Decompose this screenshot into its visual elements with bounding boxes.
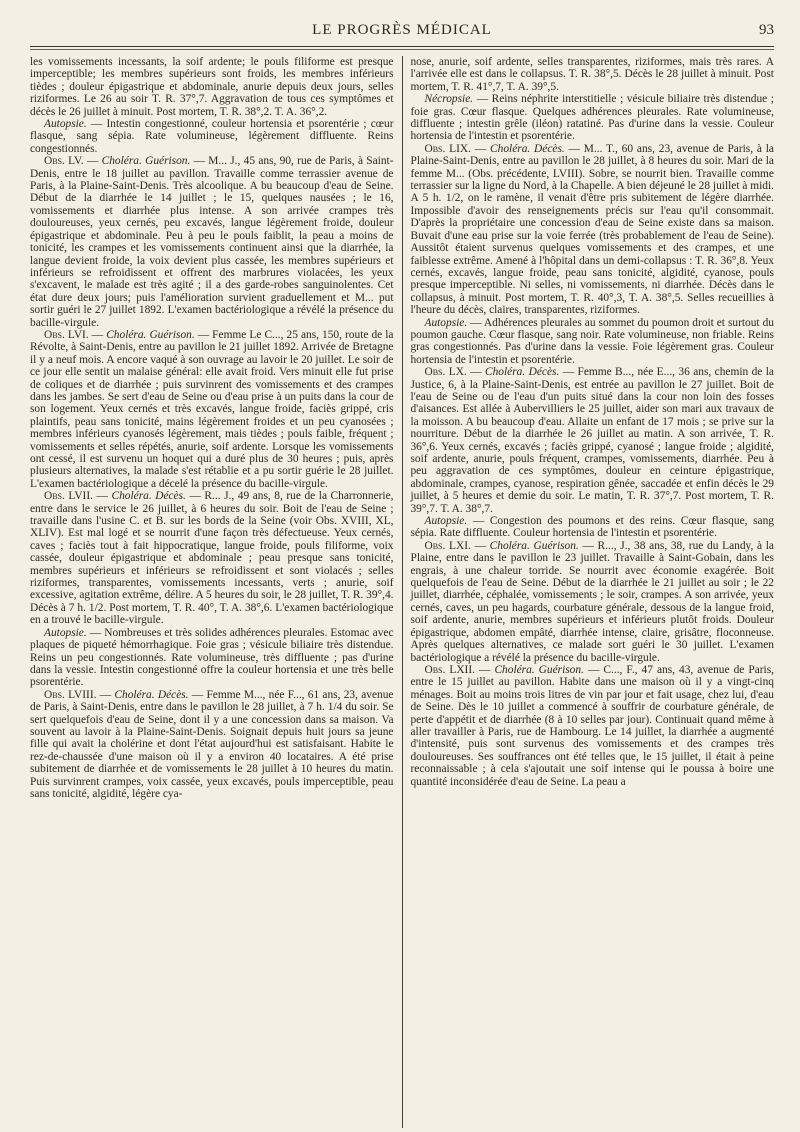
observation-text: — R..., J., 38 ans, 38, rue du Landy, à la Plaine, entre dans le pavillon le 23 juillet. Travaille à Saint-Gobain, dans les engrais, à une chaleur torride. Se nourrit avec économie exagérée. Boit quelquefois de l'eau de Seine. Début de la diarrhée le 21 juillet au soir ; le 22 juillet, diarrhée, céphalée, vomissements ; le soir, crampes. A son arrivée, yeux cernés, caves, un peu hagards, courbature générale, dessous de la langue froid, soif ardente, anurie, membres supérieurs et inférieurs plutôt froids. Douleur épigastrique, abdomen empâté, diarrhée intense, claire, grisâtre, floconneuse. Après quelques alternatives, ce malade sort guéri le 30 juillet. L'examen bactériologique a révélé la présence du bacille-virgule. (410, 539, 774, 664)
observation-text: — R... J., 49 ans, 8, rue de la Charronnerie, entre dans le service le 26 juillet, à 6 heures du soir. Boit de l'eau de Seine ; travaille dans l'usine C. et B. sur les bords de la Seine (voir Obs. XVIII, XL, XLIV). Est mal logé et se nourrit d'une façon très défectueuse. Yeux cernés, caves ; faciès tout à fait hippocratique, langue froide, pouls filiforme, voix cassée, douleur épigastrique et abdominale ; peau presque sans tonicité, membres supérieurs et inférieurs se refroidissent et sont violacés ; selles riziformes, transparentes, vomissements incessants, verts ; anurie, soif excessive, agitation extrême, délire. A 5 heures du soir, le 28 juillet, T. R. 39°,4. Décès à 7 h. 1/2. Post mortem, T. R. 40°, T. A. 38°,6. L'examen bactériologique en a trouvé le bacille-virgule. (30, 490, 394, 627)
observation-text: — C..., F., 47 ans, 43, avenue de Paris, entre le 15 juillet au pavillon. Habite dans une maison où il y a vingt-cinq ménages. Boit au moins trois litres de vin par jour et fait usage, chez lui, d'eau de Seine. Dès le 10 juillet a commencé à souffrir de courbature générale, de perte d'appétit et de diarrhée (8 à 10 selles par jour). Continuait quand même à aller travailler à Paris, rue de Hambourg. Le 14 juillet, la diarrhée a augmenté d'intensité, puis sont survenus des vomissements et des crampes très douloureuses. Ses souffrances ont été telles que, le 15 juillet, il était à peine reconnaissable ; à cela s'ajoutait une soif intense qui le poussa à boire une quantité inconsidérée d'eau de Seine. La peau a (410, 663, 774, 788)
paragraph-text: nose, anurie, soif ardente, selles transparentes, riziformes, mais très rares. A l'arrivée elle est dans le collapsus. T. R. 38°,5. Décès le 28 juillet à minuit. Post mortem, T. R. 41°,7, T. A. 39°,5. (410, 56, 774, 93)
observation-diagnosis: Choléra. Guérison. (106, 328, 195, 341)
observation-text: — Femme M..., née F..., 61 ans, 23, avenue de Paris, à Saint-Denis, entre dans le pavillon le 28 juillet, à 7 h. 1/4 du soir. Se sert quelquefois d'eau de Seine, dont il y a une concession dans sa maison. Va souvent au lavoir à la Plaine-Saint-Denis. Soignait depuis huit jours sa jeune fille qui avait la cholérine et dont l'état aujourd'hui est satisfaisant. Habite le rez-de-chaussée d'une maison où il y a environ 40 locataires. A été prise subitement de diarrhée et de vomissements le 28 juillet à 10 heures du matin. Puis survinrent crampes, voix cassée, yeux excavés, pouls imperceptible, peau sans tonicité, algidité, légère cya- (30, 688, 394, 800)
column-divider (402, 56, 403, 1128)
observation-text: — Femme B..., née E..., 36 ans, chemin de la Justice, 6, à la Plaine-Saint-Denis, est entrée au pavillon le 27 juillet. Boit de l'eau de Seine ou de l'eau d'un puits situé dans la cour non loin des fosses d'aisances. Est allée à Aubervilliers le 25 juillet, aider son mari aux travaux de la moisson. A bu beaucoup d'eau. Allaite un enfant de 17 mois ; se prive sur la nourriture. Début de la diarrhée le 26 juillet au matin. A son arrivée, T. R. 36°,6. Yeux cernés, excavés ; faciès grippé, cyanosé ; langue froide ; algidité, soif ardente, anurie, pouls fréquent, crampes, vomissements, diarrhée. Peu à peu aggravation de ces symptômes, douleur en ceinture épigastrique, abdominale, crampes, cyanose, respiration gênée, saccadée et enfin décès le 29 juillet, à 5 heures et demie du soir. Le matin, T. R. 37°,7. Post mortem, T. R. 39°,7. T. A. 38°,7. (410, 366, 774, 515)
section-label: Autopsie. (424, 515, 468, 528)
section-text: — Nombreuses et très solides adhérences pleurales. Estomac avec plaques de piqueté hémorrhagique. Foie gras ; vésicule biliaire très distendue. Reins un peu congestionnés. Rate volumineuse, très diffluente ; pas d'urine dans la vessie. Intestin congestionné offre la couleur hortensia et une très belle psorentérie. (30, 626, 394, 689)
observation-text: — M... J., 45 ans, 90, rue de Paris, à Saint-Denis, entre le 18 juillet au pavillon. Travaille comme terrassier avenue de Paris, à la Plaine-Saint-Denis. Très alcoolique. A bu beaucoup d'eau de Seine. Début de la diarrhée le 14 juillet ; le 15, quelques nausées ; le 16, vomissements et diarrhée plus intense. A son arrivée crampes très douloureuses, yeux cernés, peu excavés, langue légèrement froide, douleur épigastrique et abdominale. Peu à peu le pouls faiblit, la peau a moins de tonicité, les crampes et les vomissements continuent ainsi que la diarrhée, la langue devient froide, la voix devient plus cassée, les membres supérieurs et inférieurs se refroidissent et offrent des marbrures violacées, les yeux s'excavent, le malade est très agité ; il a des garde-robes sanguinolentes. Cet état dure deux jours; puis l'amélioration survient graduellement et M... put sortir guéri le 27 juillet 1892. L'examen bactériologique a révélé la présence du bacille-virgule. (30, 155, 394, 329)
observation-number: Obs. LIX. (424, 142, 471, 155)
left-paragraph: Obs. LVI. — Choléra. Guérison. — Femme Le C..., 25 ans, 150, route de la Révolte, à Saint-Denis, entre au pavillon le 21 juillet 1892. Arrivée de Bretagne il y a neuf mois. A encore vaqué à son ouvrage au lavoir le 20 juillet. Le soir de ce jour elle sentit un malaise général: elle avait froid. Vers minuit elle fut prise de coliques et de diarrhée ; puis survinrent des vomissements et des crampes dans les jambes. Se sert d'eau de Seine ou d'eau prise à un puits dans la cour de son logement. Yeux cernés et très excavés, langue froide, faciès grippé, cris plaintifs, peau sans tonicité, mains légèrement froides et un peu cyanosées ; membres inférieurs cyanosés légèrement, mais tièdes ; pouls faible, fréquent ; vomissements et selles répétés, anurie, soif ardente. Lorsque les vomissements ont cessé, il est survenu un hoquet qui a duré plus de 30 heures ; puis, après plusieurs alternatives, la malade s'est rétablie et a pu sortir guérie le 28 juillet. L'examen bactériologique a décelé la présence du bacille-virgule. (30, 328, 394, 490)
section-label: Autopsie. (44, 626, 87, 639)
left-paragraph: Obs. LVIII. — Choléra. Décès. — Femme M..., née F..., 61 ans, 23, avenue de Paris, à Saint-Denis, entre dans le pavillon le 28 juillet, à 7 h. 1/4 du soir. Se sert quelquefois d'eau de Seine, dont il y a une concession dans sa maison. Va souvent au lavoir à la Plaine-Saint-Denis. Soignait depuis huit jours sa jeune fille qui avait la cholérine et dont l'état aujourd'hui est satisfaisant. Habite le rez-de-chaussée d'une maison où il y a environ 40 locataires. A été prise subitement de diarrhée et de vomissements le 28 juillet à 10 heures du matin. Puis survinrent crampes, voix cassée, yeux excavés, pouls imperceptible, peau sans tonicité, algidité, légère cya- (30, 688, 394, 800)
observation-text: — M... T., 60 ans, 23, avenue de Paris, à la Plaine-Saint-Denis, entre au pavillon le 28 juillet, à 8 heures du soir. Mari de la femme M... (Obs. précédente, LVIII). Sobre, se nourrit bien. Travaille comme terrassier sur la ligne du Nord, à la Chapelle. A bien déjeuné le 28 juillet à midi. A 5 h. 1/2, on le ramène, il venait d'être pris subitement de légère diarrhée. Impossible d'avoir des renseignements précis sur l'eau qu'il consommait. D'après la propriétaire une concession d'eau de Seine existe dans sa maison. Buvait d'une eau prise sur la voie ferrée (très probablement de l'eau de Seine). Aussitôt étaient survenus quelques vomissements et des crampes, et une faiblesse extrême. Amené à l'hôpital dans un demi-collapsus : T. R. 36°,8. Yeux cernés, excavés, langue froide, peau sans tonicité, algidité, cyanose, pouls presque imperceptible. Ni selles, ni vomissements, ni diarrhée. Décès dans le collapsus, à minuit. Post mortem, T. R. 40°,3, T. A. 38°,5. Selles recueillies à l'heure du décès, claires, transparentes, riziformes. (410, 142, 774, 317)
journal-title: LE PROGRÈS MÉDICAL (312, 22, 492, 38)
text-columns (30, 56, 774, 1128)
right-paragraph: Obs. LXII. — Choléra. Guérison. — C..., F., 47 ans, 43, avenue de Paris, entre le 15 juillet au pavillon. Habite dans une maison où il y a vingt-cinq ménages. Boit au moins trois litres de vin par jour et fait usage, chez lui, d'eau de Seine. Dès le 10 juillet a commencé à souffrir de courbature générale, de perte d'appétit et de diarrhée (8 à 10 selles par jour). Continuait quand même à aller travailler à Paris, rue de Hambourg. Le 14 juillet, la diarrhée a augmenté d'intensité, puis sont survenus des vomissements et des crampes très douloureuses. Ses souffrances ont été telles que, le 15 juillet, il était à peine reconnaissable ; à cela s'ajoutait une soif intense qui le poussa à boire une quantité inconsidérée d'eau de Seine. La peau a (410, 663, 774, 788)
observation-diagnosis: Choléra. Guérison. (101, 155, 191, 168)
left-paragraph: Obs. LV. — Choléra. Guérison. — M... J., 45 ans, 90, rue de Paris, à Saint-Denis, entre le 18 juillet au pavillon. Travaille comme terrassier avenue de Paris, à la Plaine-Saint-Denis. Très alcoolique. A bu beaucoup d'eau de Seine. Début de la diarrhée le 14 juillet ; le 15, quelques nausées ; le 16, vomissements et diarrhée plus intense. A son arrivée crampes très douloureuses, yeux cernés, peu excavés, langue légèrement froide, douleur épigastrique et abdominale. Peu à peu le pouls faiblit, la peau a moins de tonicité, les crampes et les vomissements continuent ainsi que la diarrhée, la langue devient froide, la voix devient plus cassée, les membres supérieurs et inférieurs se refroidissent et offrent des marbrures violacées, les yeux s'excavent, le malade est très agité ; il a des garde-robes sanguinolentes. Cet état dure deux jours; puis l'amélioration survient graduellement et M... put sortir guéri le 27 juillet 1892. L'examen bactériologique a révélé la présence du bacille-virgule. (30, 155, 394, 329)
right-paragraph (410, 93, 774, 143)
left-paragraph (30, 118, 394, 155)
observation-diagnosis: Choléra. Décès. (490, 142, 565, 155)
right-paragraph: Obs. LIX. — Choléra. Décès. — M... T., 60 ans, 23, avenue de Paris, à la Plaine-Saint-Denis, entre au pavillon le 28 juillet, à 8 heures du soir. Mari de la femme M... (Obs. précédente, LVIII). Sobre, se nourrit bien. Travaille comme terrassier sur la ligne du Nord, à la Chapelle. A bien déjeuné le 28 juillet à midi. A 5 h. 1/2, on le ramène, il venait d'être pris subitement de légère diarrhée. Impossible d'avoir des renseignements précis sur l'eau qu'il consommait. D'après la propriétaire une concession d'eau de Seine existe dans sa maison. Buvait d'une eau prise sur la voie ferrée (très probablement de l'eau de Seine). Aussitôt étaient survenus quelques vomissements et des crampes, et une faiblesse extrême. Amené à l'hôpital dans un demi-collapsus : T. R. 36°,8. Yeux cernés, excavés, langue froide, peau sans tonicité, algidité, cyanose, pouls presque imperceptible. Ni selles, ni vomissements, ni diarrhée. Décès dans le collapsus, à minuit. Post mortem, T. R. 40°,3, T. A. 38°,5. Selles recueillies à l'heure du décès, claires, transparentes, riziformes. (410, 142, 774, 317)
paragraph-text: les vomissements incessants, la soif ardente; le pouls filiforme est presque imperceptible; les membres supérieurs sont froids, les membres inférieurs tièdes ; douleur épigastrique et abdominale, anurie depuis deux jours, selles riziformes. Le 26 au soir T. R. 37°,7. Aggravation de tous ces symptômes et décès le 26 juillet à minuit. Post mortem, T. R. 38°,2. T. A. 36°,2. (30, 56, 394, 118)
page-number: 93 (759, 22, 774, 38)
observation-number: Obs. LX. (424, 366, 467, 379)
right-paragraph (410, 56, 774, 93)
header-rule (30, 46, 774, 47)
observation-number: Obs. LVII. (44, 490, 93, 503)
observation-diagnosis: Choléra. Guérison. (494, 663, 584, 676)
right-column (410, 56, 774, 1128)
section-label: Autopsie. (424, 316, 468, 329)
observation-diagnosis: Choléra. Guérison. (489, 539, 579, 552)
observation-diagnosis: Choléra. Décès. (114, 688, 189, 701)
section-text: — Congestion des poumons et des reins. Cœur flasque, sang sépia. Rate diffluente. Couleur hortensia de l'intestin et psorentérie. (410, 515, 774, 540)
header-rule-thin (30, 49, 774, 50)
left-paragraph: Obs. LVII. — Choléra. Décès. — R... J., 49 ans, 8, rue de la Charronnerie, entre dans le service le 26 juillet, à 6 heures du soir. Boit de l'eau de Seine ; travaille dans l'usine C. et B. sur les bords de la Seine (voir Obs. XVIII, XL, XLIV). Est mal logé et se nourrit d'une façon très défectueuse. Yeux cernés, caves ; faciès tout à fait hippocratique, langue froide, pouls filiforme, voix cassée, douleur épigastrique et abdominale ; peau presque sans tonicité, membres supérieurs et inférieurs se refroidissent et sont violacés ; selles riziformes, transparentes, vomissements incessants, verts ; anurie, soif excessive, agitation extrême, délire. A 5 heures du soir, le 28 juillet, T. R. 39°,4. Décès à 7 h. 1/2. Post mortem, T. R. 40°, T. A. 38°,6. L'examen bactériologique en a trouvé le bacille-virgule. (30, 490, 394, 627)
section-text: — Intestin congestionné, couleur hortensia et psorentérie ; cœur flasque, sang sépia. Rate volumineuse, légèrement diffluente. Reins congestionnés. (30, 118, 394, 155)
observation-number: Obs. LVI. (44, 328, 89, 341)
observation-number: Obs. LVIII. (44, 688, 97, 701)
right-paragraph: Obs. LXI. — Choléra. Guérison. — R..., J., 38 ans, 38, rue du Landy, à la Plaine, entre dans le pavillon le 23 juillet. Travaille à Saint-Gobain, dans les engrais, à une chaleur torride. Se nourrit avec économie exagérée. Boit quelquefois de l'eau de Seine. Début de la diarrhée le 21 juillet au soir ; le 22 juillet, diarrhée, céphalée, vomissements ; le soir, crampes. A son arrivée, yeux cernés, caves, un peu hagards, courbature générale, dessous de la langue froid, soif ardente, anurie, membres supérieurs et inférieurs plutôt froids. Douleur épigastrique, abdomen empâté, diarrhée intense, claire, grisâtre, floconneuse. Après quelques alternatives, ce malade sort guéri le 30 juillet. L'examen bactériologique a révélé la présence du bacille-virgule. (410, 539, 774, 664)
right-paragraph (410, 317, 774, 367)
observation-diagnosis: Choléra. Décès. (485, 366, 560, 379)
observation-number: Obs. LXII. (424, 663, 475, 676)
observation-text: — Femme Le C..., 25 ans, 150, route de la Révolte, à Saint-Denis, entre au pavillon le 21 juillet 1892. Arrivée de Bretagne il y a neuf mois. A encore vaqué à son ouvrage au lavoir le 20 juillet. Le soir de ce jour elle sentit un malaise général: elle avait froid. Vers minuit elle fut prise de coliques et de diarrhée ; puis survinrent des vomissements et des crampes dans les jambes. Se sert d'eau de Seine ou d'eau prise à un puits dans la cour de son logement. Yeux cernés et très excavés, langue froide, faciès grippé, cris plaintifs, peau sans tonicité, mains légèrement froides et un peu cyanosées ; membres inférieurs cyanosés légèrement, mais tièdes ; pouls faible, fréquent ; vomissements et selles répétés, anurie, soif ardente. Lorsque les vomissements ont cessé, il est survenu un hoquet qui a duré plus de 30 heures ; puis, après plusieurs alternatives, la malade s'est rétablie et a pu sortir guérie le 28 juillet. L'examen bactériologique a décelé la présence du bacille-virgule. (30, 328, 394, 490)
section-text: — Reins néphrite interstitielle ; vésicule biliaire très distendue ; foie gras. Cœur flasque. Quelques adhérences pleurales. Rate volumineuse, diffluente ; intestin grêle (iléon) ratatiné. Pas d'urine dans la vessie. Couleur hortensia de l'intestin et psorentérie. (410, 93, 774, 143)
right-paragraph (410, 515, 774, 540)
observation-number: Obs. LXI. (424, 539, 471, 552)
right-paragraph: Obs. LX. — Choléra. Décès. — Femme B..., née E..., 36 ans, chemin de la Justice, 6, à la Plaine-Saint-Denis, est entrée au pavillon le 27 juillet. Boit de l'eau de Seine ou de l'eau d'un puits situé dans la cour non loin des fosses d'aisances. Est allée à Aubervilliers le 25 juillet, aider son mari aux travaux de la moisson. A bu beaucoup d'eau. Allaite un enfant de 17 mois ; se prive sur la nourriture. Début de la diarrhée le 26 juillet au matin. A son arrivée, T. R. 36°,6. Yeux cernés, excavés ; faciès grippé, cyanosé ; langue froide ; algidité, soif ardente, anurie, pouls fréquent, crampes, vomissements, diarrhée. Peu à peu aggravation de ces symptômes, douleur en ceinture épigastrique, abdominale, crampes, cyanose, respiration gênée, saccadée et enfin décès le 29 juillet, à 5 heures et demie du soir. Le matin, T. R. 37°,7. Post mortem, T. R. 39°,7. T. A. 38°,7. (410, 366, 774, 515)
section-label: Autopsie. (44, 118, 87, 131)
section-text: — Adhérences pleurales au sommet du poumon droit et surtout du poumon gauche. Cœur flasque, sang noir. Rate volumineuse, non friable. Reins gras congestionnés. Pas d'urine dans la vessie. Foie légèrement gras. Couleur hortensia de l'intestin et psorentérie. (410, 316, 774, 366)
observation-number: Obs. LV. (44, 155, 84, 168)
left-paragraph (30, 627, 394, 689)
section-label: Nécropsie. (424, 93, 474, 106)
running-header (30, 22, 774, 42)
left-paragraph (30, 56, 394, 118)
observation-diagnosis: Choléra. Décès. (111, 490, 186, 503)
left-column (30, 56, 394, 1128)
